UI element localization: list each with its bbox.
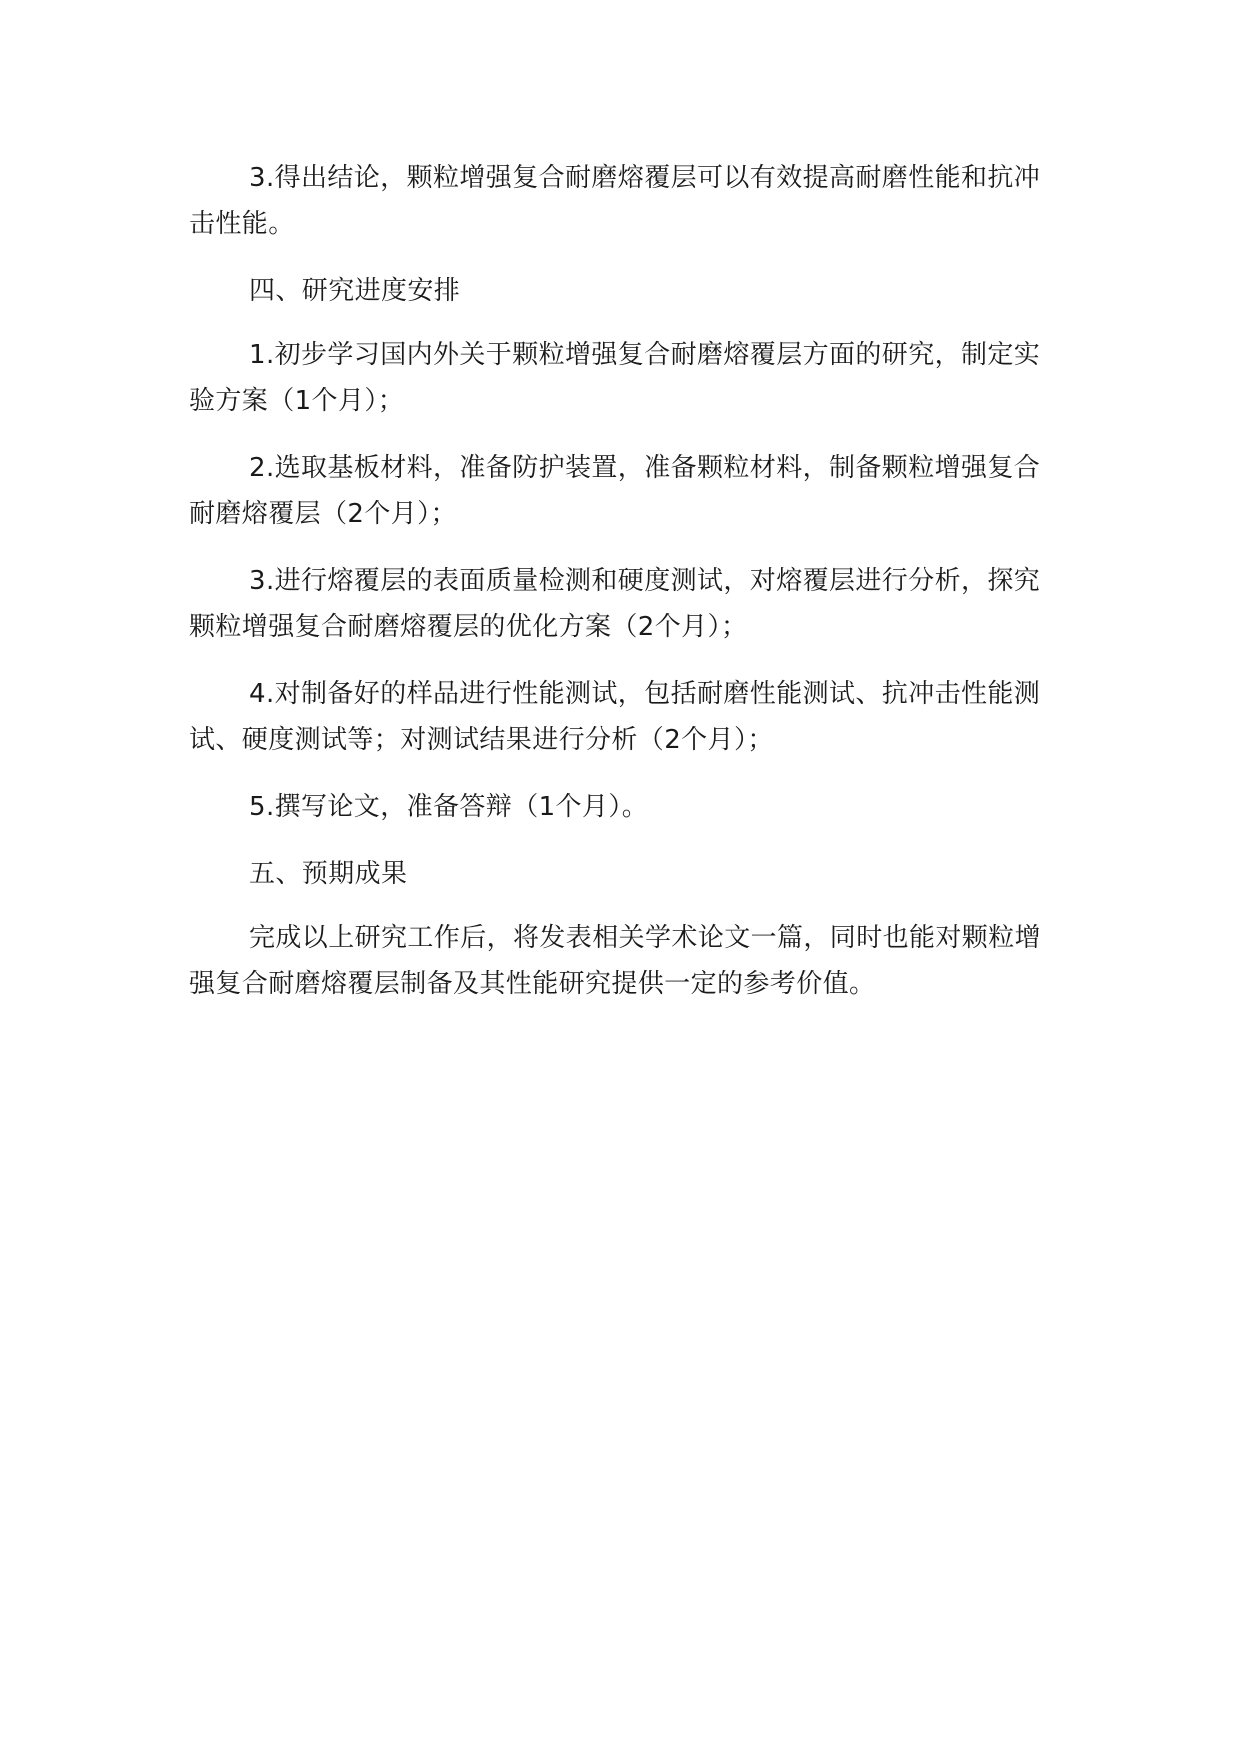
paragraph-conclusion-3: 3.得出结论，颗粒增强复合耐磨熔覆层可以有效提高耐磨性能和抗冲击性能。 (189, 163, 1041, 239)
paragraph-expected-results: 完成以上研究工作后，将发表相关学术论文一篇，同时也能对颗粒增强复合耐磨熔覆层制备及其性能研究提供一定的参考价值。 (189, 923, 1042, 999)
paragraph-schedule-2: 2.选取基板材料，准备防护装置，准备颗粒材料，制备颗粒增强复合耐磨熔覆层（2个月）； (189, 453, 1041, 529)
paragraph-schedule-5: 5.撰写论文，准备答辩（1个月）。 (249, 792, 649, 822)
paragraph-schedule-1: 1.初步学习国内外关于颗粒增强复合耐磨熔覆层方面的研究，制定实验方案（1个月）； (189, 340, 1041, 416)
section-heading-schedule: 四、研究进度安排 (249, 276, 461, 306)
document-body (189, 155, 1041, 1028)
paragraph-schedule-3: 3.进行熔覆层的表面质量检测和硬度测试，对熔覆层进行分析，探究颗粒增强复合耐磨熔覆层的优化方案（2个月）； (189, 566, 1041, 642)
section-heading-expected-results: 五、预期成果 (249, 859, 408, 889)
paragraph-schedule-4: 4.对制备好的样品进行性能测试，包括耐磨性能测试、抗冲击性能测试、硬度测试等；对测试结果进行分析（2个月）； (189, 679, 1041, 755)
